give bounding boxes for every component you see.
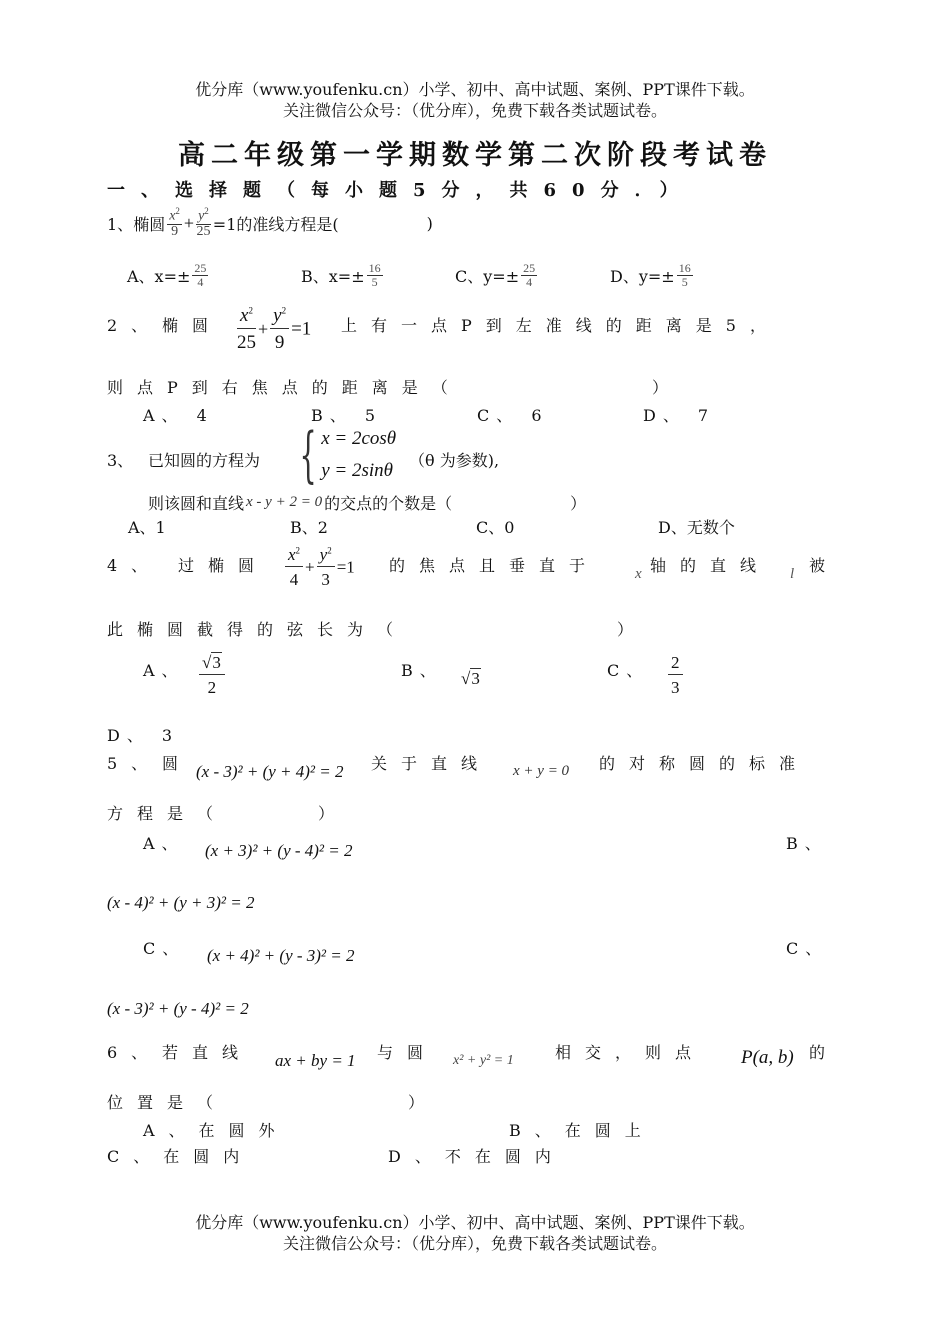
q6-option-a: A、在圆外 xyxy=(143,1121,289,1140)
q4-number: 4、 xyxy=(107,556,162,575)
q2-option-d: D、 7 xyxy=(643,406,716,425)
q1-option-a xyxy=(127,262,210,288)
q1-option-d-value: $\frac{16}{5}$ xyxy=(678,261,691,289)
q4-stem-d: 被 xyxy=(809,556,826,575)
q4-stem-b: 的焦点且垂直于 xyxy=(389,556,600,575)
q6-stem-b: 与圆 xyxy=(377,1043,438,1062)
q3-line-2 xyxy=(148,491,586,514)
q5-circle-equation: (x - 3)² + (y + 4)² = 2 xyxy=(196,762,344,781)
q1-option-c-value: $\frac{25}{4}$ xyxy=(523,261,536,289)
q3-option-c: C、0 xyxy=(476,518,515,537)
q4-option-b: B、 xyxy=(401,661,443,680)
q4-option-b-value: √3 xyxy=(461,669,480,688)
q6-option-b: B、在圆上 xyxy=(509,1121,655,1140)
q4-stem-c: 轴的直线 xyxy=(650,556,771,575)
q6-circle-equation: x² + y² = 1 xyxy=(453,1053,514,1068)
q6-point: P(a, b) xyxy=(741,1047,794,1068)
q2-stem-c: 则点P到右焦点的距离是（ xyxy=(107,378,462,397)
q3-option-d: D、无数个 xyxy=(658,518,735,537)
q5-option-c: C、 xyxy=(143,939,186,958)
q1-option-c-label: C、y=± xyxy=(455,266,520,286)
q2-option-c: C、 6 xyxy=(477,406,549,425)
q6-stem-e: 位置是（ xyxy=(107,1093,228,1112)
q1-option-d-label: D、y=± xyxy=(610,266,675,286)
q4-option-a: A、 xyxy=(143,661,185,680)
q3-number: 3、 xyxy=(107,451,134,470)
q6-stem-c: 相交，则点 xyxy=(555,1043,706,1062)
q5-option-b: B、 xyxy=(786,834,828,853)
q5-stem-e: ） xyxy=(318,804,335,823)
question-1-stem: 1、 椭圆 $\frac{x^2}{9}$ + $\frac{y^2}{25}$ =1的准线方程是( ) xyxy=(107,206,433,240)
q4-equation: $\frac{x^2}{4}$ + $\frac{y^2}{3}$ =1 xyxy=(283,546,355,589)
section-heading: 一、选择题（每小题5分，共60分．） xyxy=(107,180,694,201)
q4-option-c: C、 xyxy=(607,661,650,680)
q4-stem-a: 过椭圆 xyxy=(178,556,269,575)
q5-option-b-equation: (x - 4)² + (y + 3)² = 2 xyxy=(107,893,255,912)
q1-option-d xyxy=(610,262,695,288)
q5-number: 5、 xyxy=(107,754,162,773)
q3-stem-e: ） xyxy=(570,494,587,513)
q5-stem-a: 圆 xyxy=(162,754,179,773)
q6-number: 6、 xyxy=(107,1043,162,1062)
q3-stem-c: 则该圆和直线 xyxy=(148,494,245,513)
q3-option-a: A、1 xyxy=(128,518,166,537)
q6-stem-d: 的 xyxy=(809,1043,826,1062)
q3-stem-a: 已知圆的方程为 xyxy=(148,451,261,470)
q3-line-equation: x - y + 2 = 0 xyxy=(246,494,323,510)
page-title: 高二年级第一学期数学第二次阶段考试卷 xyxy=(178,140,772,171)
q3-system-row-1: x = 2cosθ xyxy=(321,428,397,449)
q1-fraction-y: $\frac{y^2}{25}$ xyxy=(196,206,211,240)
q2-stem-a: 椭圆 xyxy=(162,316,223,335)
q4-option-c-value: $\frac{2}{3}$ xyxy=(666,654,685,697)
q3-stem-d: 的交点的个数是（ xyxy=(324,494,453,513)
q2-option-a: A、 4 xyxy=(143,406,214,425)
q3-stem-b: （θ 为参数), xyxy=(409,451,500,470)
footer-line-2: 关注微信公众号：（优分库），免费下载各类试题试卷。 xyxy=(282,1234,667,1253)
q2-equation: $\frac{x^2}{25}$ + $\frac{y^2}{9}$ =1 xyxy=(237,305,312,353)
q5-stem-d: 方程是（ xyxy=(107,804,228,823)
q4-stem-f: ） xyxy=(617,620,634,639)
q4-option-d: D、 3 xyxy=(107,726,180,745)
q4-stem-e: 此椭圆截得的弦长为（ xyxy=(107,620,408,639)
q5-stem-c: 的对称圆的标准 xyxy=(599,754,810,773)
q1-fraction-x: $\frac{x^2}{9}$ xyxy=(169,206,180,240)
q6-line-equation: ax + by = 1 xyxy=(275,1051,356,1070)
q3-system-row-2: y = 2sinθ xyxy=(321,460,393,481)
header-line-1: 优分库（www.youfenku.cn）小学、初中、高中试题、案例、PPT课件下载。 xyxy=(195,80,755,99)
q2-number: 2、 xyxy=(107,316,162,335)
q5-option-d: C、 xyxy=(786,939,829,958)
q5-option-c-equation: (x + 4)² + (y - 3)² = 2 xyxy=(207,946,355,965)
q1-option-c xyxy=(455,262,539,288)
q1-stem-c: ) xyxy=(426,214,433,234)
q3-option-b: B、2 xyxy=(290,518,328,537)
q5-stem-b: 关于直线 xyxy=(371,754,492,773)
q5-option-a-equation: (x + 3)² + (y - 4)² = 2 xyxy=(205,841,353,860)
q5-option-a: A、 xyxy=(143,834,185,853)
q6-stem-f: ） xyxy=(408,1093,425,1112)
q1-stem-b: =1的准线方程是( xyxy=(212,215,339,235)
q2-stem-b: 上有一点P到左准线的距离是5， xyxy=(341,316,780,335)
q2-option-b: B、 5 xyxy=(311,406,383,425)
q2-stem-d: ） xyxy=(652,378,669,397)
q4-l-variable: l xyxy=(790,566,795,582)
header-line-2: 关注微信公众号：（优分库），免费下载各类试题试卷。 xyxy=(282,101,667,120)
q1-number: 1、 xyxy=(107,215,134,235)
q1-stem-a: 椭圆 xyxy=(133,215,166,235)
q4-x-variable: x xyxy=(635,566,642,582)
q4-option-a-value: $\frac{√3}{2}$ xyxy=(197,654,227,697)
q1-option-a-value: $\frac{25}{4}$ xyxy=(194,261,207,289)
q6-stem-a: 若直线 xyxy=(162,1043,253,1062)
q1-option-b xyxy=(301,262,385,288)
q5-option-d-equation: (x - 3)² + (y - 4)² = 2 xyxy=(107,999,249,1018)
q1-option-a-label: A、x=± xyxy=(127,266,191,286)
q1-option-b-value: $\frac{16}{5}$ xyxy=(368,261,381,289)
q6-option-c: C、在圆内 xyxy=(107,1147,254,1166)
footer-line-1: 优分库（www.youfenku.cn）小学、初中、高中试题、案例、PPT课件下载。 xyxy=(195,1213,755,1232)
q1-option-b-label: B、x=± xyxy=(301,266,365,286)
q3-parametric-system: { x = 2cosθ y = 2sinθ xyxy=(299,420,397,490)
q5-line-equation: x + y = 0 xyxy=(513,763,570,779)
q6-option-d: D、不在圆内 xyxy=(388,1147,565,1166)
